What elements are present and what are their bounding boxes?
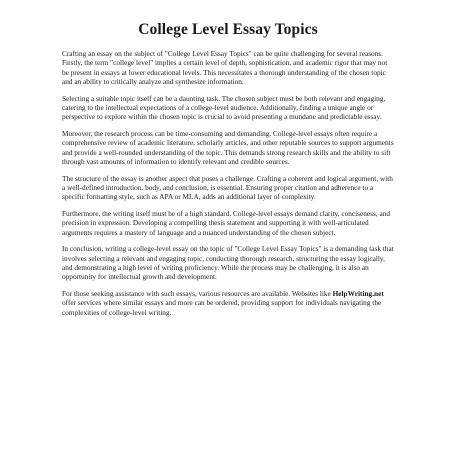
paragraph-writing-standard: Furthermore, the writing itself must be of a high standard. College-level essays demand clarity, conciseness, and precision in expression. Developing a compelling thesis statement and supporting it with well-articulated arguments requires a mastery of language and a nuanced understanding of the chosen subject. [62, 209, 390, 237]
resources-text-after: offer services where similar essays and more can be ordered, providing support for individuals navigating the complexities of college-level writing. [62, 298, 382, 317]
resources-text-before: For those seeking assistance with such essays, various resources are available. Websites like [62, 289, 333, 298]
paragraph-topic-selection: Selecting a suitable topic itself can be a daunting task. The chosen subject must be both relevant and engaging, catering to the intellectual expectations of a college-level audience. Additionally, finding a unique angle or perspective to explore within the chosen topic is crucial to avoid presenting a mundane and predictable essay. [62, 93, 386, 122]
site-name: HelpWriting.net [332, 289, 384, 298]
paragraph-resources [62, 289, 394, 317]
paragraph-structure: The structure of the essay is another aspect that poses a challenge. Crafting a coherent and logical argument, with a well-defined introduction, body, and conclusion, is essential. Ensuring proper citation and adherence to a specific formatting style, such as APA or MLA, adds an additional layer of complexity. [62, 173, 393, 202]
paragraph-conclusion: In conclusion, writing a college-level essay on the topic of "College Level Essay Topics" is a demanding task that involves selecting a relevant and engaging topic, conducting thorough research, structuring the essay logically, and demonstrating a high level of writing proficiency. While the process may be challenging, it is also an opportunity for intellectual growth and development. [62, 244, 394, 282]
paragraph-research: Moreover, the research process can be time-consuming and demanding. College-level essays often require a comprehensive review of academic literature, scholarly articles, and other reputable sources to support arguments and provide a well-rounded understanding of the topic. This demands strong research skills and the ability to sift through vast amounts of information to identify relevant and credible sources. [62, 129, 394, 167]
paragraph-intro: Crafting an essay on the subject of "College Level Essay Topics" can be quite challenging for several reasons. Firstly, the term "college level" implies a certain level of depth, sophistication, and academic rigor that may not be present in essays at lower educational levels. This necessitates a thorough understanding of the chosen topic and an ability to critically analyze and synthesize information. [62, 49, 388, 87]
page-title: College Level Essay Topics [138, 21, 318, 38]
